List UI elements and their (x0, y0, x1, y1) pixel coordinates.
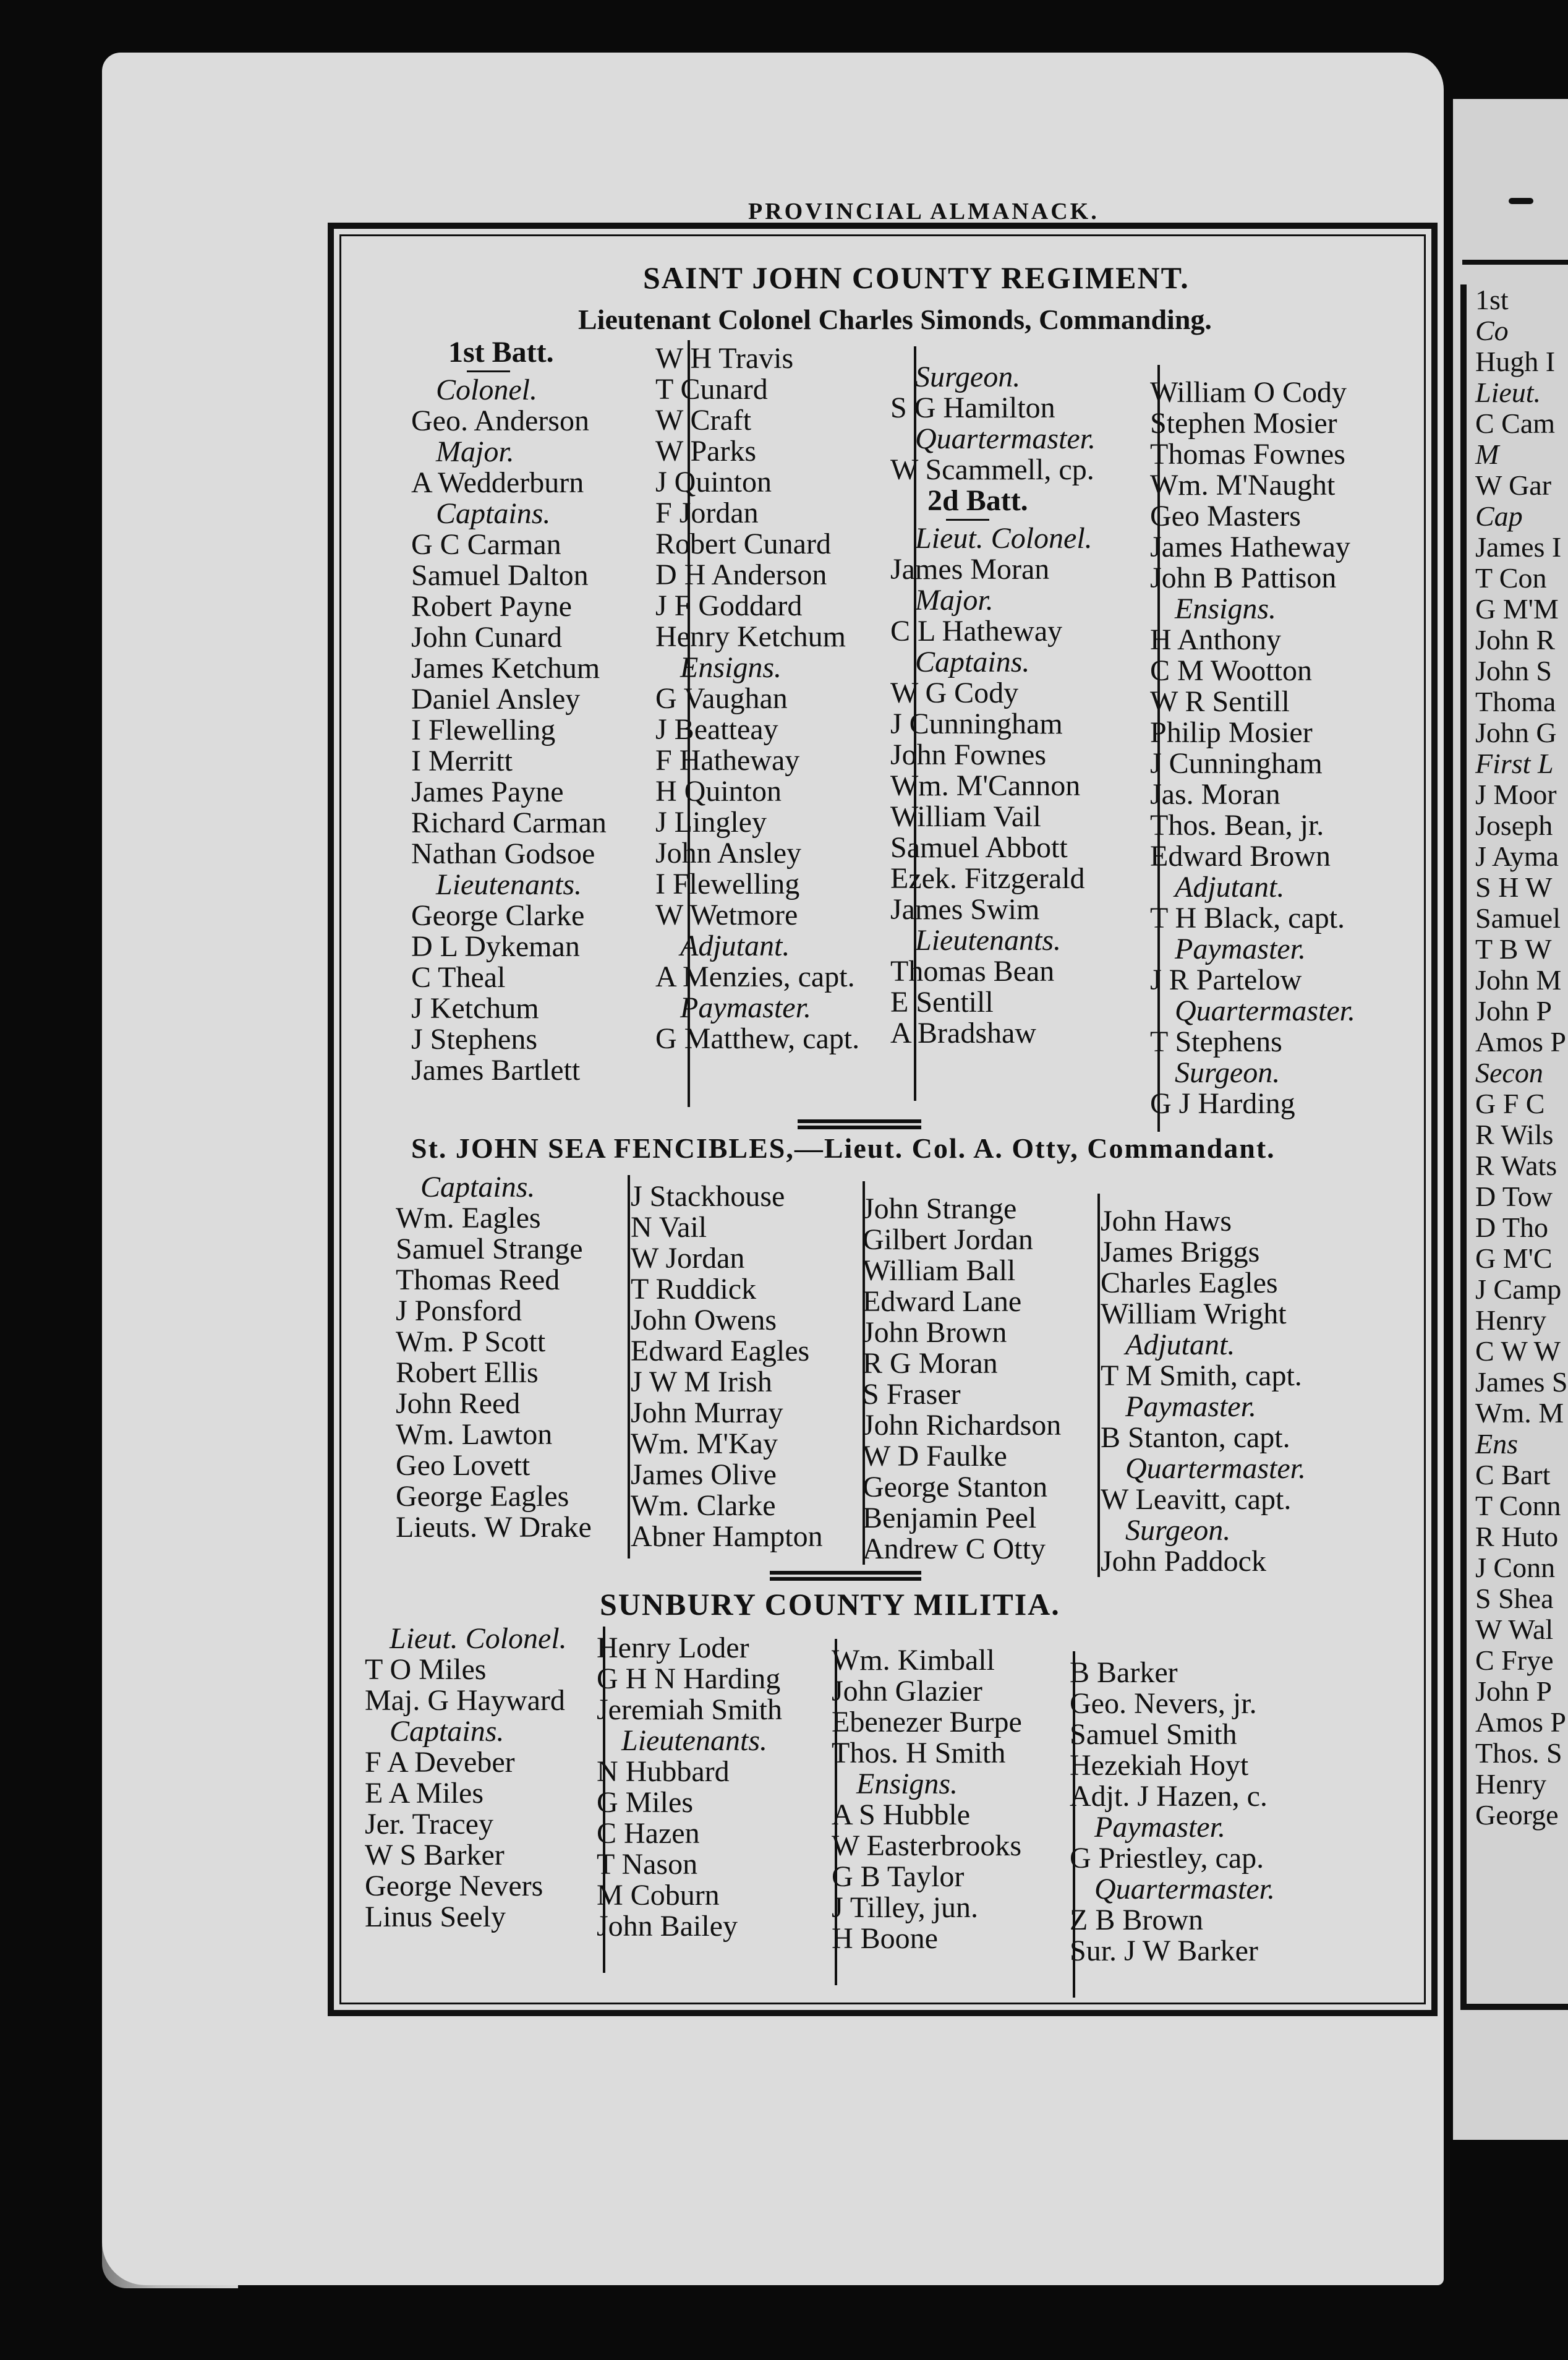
adjacent-page-fragment: C W W (1475, 1335, 1561, 1367)
officer-name: Jer. Tracey (365, 1808, 493, 1841)
officer-name: Ezek. Fitzgerald (890, 862, 1085, 895)
officer-name: Lieuts. W Drake (396, 1511, 592, 1544)
heading-dash (467, 370, 510, 372)
officer-name: N Vail (631, 1211, 707, 1244)
adjacent-page-fragment: Secon (1475, 1057, 1543, 1088)
adjacent-page-fragment: R Wats (1475, 1150, 1557, 1181)
rank-heading: Captains. (436, 497, 551, 530)
officer-name: W G Cody (890, 677, 1019, 709)
officer-name: Nathan Godsoe (411, 837, 595, 870)
officer-name: Edward Brown (1150, 840, 1331, 873)
sunbury-column-4 (1070, 1657, 1275, 1967)
officer-name: J Ponsford (396, 1294, 522, 1327)
rank-heading: Quartermaster. (1125, 1452, 1306, 1485)
officer-name: Gilbert Jordan (863, 1223, 1033, 1256)
officer-name: E A Miles (365, 1777, 484, 1810)
officer-name: H Anthony (1150, 623, 1282, 656)
rank-heading: Adjutant. (1175, 871, 1285, 904)
adjacent-page-fragment: S H W (1475, 871, 1553, 903)
adjacent-page-fragment: 1st (1475, 284, 1509, 315)
officer-name: W Jordan (631, 1242, 745, 1275)
officer-name: Edward Lane (863, 1285, 1022, 1318)
officer-name: T Ruddick (631, 1273, 757, 1306)
officer-name: G Matthew, capt. (655, 1022, 860, 1055)
officer-name: W H Travis (655, 342, 794, 375)
sunbury-column-2 (597, 1633, 782, 1942)
officer-name: C Hazen (597, 1817, 700, 1850)
adjacent-page-fragment: G M'M (1475, 593, 1559, 625)
officer-name: William Ball (863, 1254, 1016, 1287)
adjacent-page-fragment: W Gar (1475, 469, 1552, 501)
adjacent-page-fragment: D Tow (1475, 1181, 1553, 1212)
officer-name: I Merritt (411, 745, 513, 777)
officer-name: R G Moran (863, 1347, 998, 1380)
officer-name: William Vail (890, 800, 1041, 833)
officer-name: T O Miles (365, 1653, 487, 1686)
officer-name: Hezekiah Hoyt (1070, 1749, 1249, 1782)
column-divider (1097, 1194, 1100, 1577)
officer-name: Robert Payne (411, 590, 572, 623)
adjacent-page-fragment: Henry (1475, 1304, 1546, 1336)
officer-name: Charles Eagles (1101, 1267, 1278, 1299)
officer-name: Jas. Moran (1150, 778, 1280, 811)
officer-name: Stephen Mosier (1150, 407, 1337, 440)
adjacent-page-fragment: R Wils (1475, 1119, 1554, 1150)
officer-name: Andrew C Otty (863, 1533, 1046, 1565)
officer-name: John Fownes (890, 738, 1047, 771)
officer-name: C Theal (411, 961, 506, 994)
officer-name: J Cunningham (1150, 747, 1323, 780)
officer-name: J Stackhouse (631, 1180, 785, 1213)
adjacent-page-mark (1509, 198, 1533, 204)
adjacent-page-fragment: John P (1475, 1675, 1552, 1707)
officer-name: G B Taylor (832, 1860, 965, 1893)
rank-heading: Adjutant. (1125, 1328, 1235, 1361)
officer-name: James Olive (631, 1458, 777, 1491)
saint-john-column-2 (655, 343, 859, 1054)
officer-name: John Richardson (863, 1409, 1062, 1442)
officer-name: Samuel Strange (396, 1233, 583, 1265)
adjacent-page-fragment: Amos P (1475, 1706, 1566, 1738)
sea-fencibles-column-4 (1101, 1206, 1306, 1577)
rank-heading: Paymaster. (680, 991, 811, 1024)
rank-heading: Lieutenants. (436, 868, 582, 901)
adjacent-page-fragment: Ens (1475, 1428, 1518, 1460)
officer-name: A Menzies, capt. (655, 960, 855, 993)
rank-heading: Ensigns. (856, 1768, 958, 1800)
saint-john-subtitle: Lieutenant Colonel Charles Simonds, Commanding. (578, 304, 1212, 335)
officer-name: Thos. Bean, jr. (1150, 809, 1324, 842)
officer-name: James Payne (411, 776, 564, 808)
sea-fencibles-column-1 (396, 1172, 592, 1543)
adjacent-page-fragment: C Bart (1475, 1459, 1551, 1490)
running-head: PROVINCIAL ALMANACK. (748, 199, 1099, 224)
sunbury-column-1 (365, 1623, 567, 1933)
officer-name: George Clarke (411, 899, 585, 932)
rank-heading: Surgeon. (1175, 1056, 1280, 1089)
adjacent-page-fragment: T B W (1475, 933, 1552, 965)
adjacent-page-fragment: T Con (1475, 562, 1547, 594)
officer-name: Wm. Lawton (396, 1418, 553, 1451)
officer-name: J Quinton (655, 466, 772, 498)
officer-name: Wm. M'Cannon (890, 769, 1081, 802)
officer-name: John Owens (631, 1304, 777, 1336)
battalion-heading: 2d Batt. (927, 484, 1028, 517)
rank-heading: Quartermaster. (1094, 1873, 1276, 1905)
adjacent-page-fragment: J Conn (1475, 1552, 1556, 1583)
officer-name: G C Carman (411, 528, 561, 561)
adjacent-page-fragment: Hugh I (1475, 346, 1556, 377)
officer-name: Wm. P Scott (396, 1325, 546, 1358)
officer-name: N Hubbard (597, 1755, 730, 1788)
officer-name: B Stanton, capt. (1101, 1421, 1290, 1454)
officer-name: T M Smith, capt. (1101, 1359, 1302, 1392)
adjacent-page-fragment: Cap (1475, 500, 1523, 532)
officer-name: G Priestley, cap. (1070, 1842, 1264, 1875)
adjacent-page-fragment: G F C (1475, 1088, 1545, 1119)
rank-heading: Ensigns. (1175, 592, 1277, 625)
officer-name: William O Cody (1150, 376, 1347, 409)
adjacent-page-fragment: W Wal (1475, 1614, 1554, 1645)
rank-heading: Quartermaster. (915, 422, 1096, 455)
adjacent-page-fragment: Lieut. (1475, 377, 1541, 408)
adjacent-page-fragment: First L (1475, 748, 1554, 779)
officer-name: James Briggs (1101, 1236, 1260, 1268)
officer-name: Thos. H Smith (832, 1737, 1006, 1769)
officer-name: W Leavitt, capt. (1101, 1483, 1292, 1516)
officer-name: F Hatheway (655, 744, 800, 777)
officer-name: G H N Harding (597, 1662, 781, 1695)
officer-name: Wm. Eagles (396, 1202, 541, 1234)
officer-name: W S Barker (365, 1839, 505, 1871)
officer-name: Samuel Abbott (890, 831, 1068, 864)
officer-name: I Flewelling (655, 868, 800, 900)
officer-name: A S Hubble (832, 1798, 971, 1831)
officer-name: John Cunard (411, 621, 562, 654)
officer-name: Richard Carman (411, 806, 607, 839)
officer-name: Daniel Ansley (411, 683, 581, 716)
officer-name: H Quinton (655, 775, 782, 808)
officer-name: Edward Eagles (631, 1335, 810, 1367)
adjacent-page-fragment: John P (1475, 995, 1552, 1027)
rank-heading: Paymaster. (1094, 1811, 1225, 1844)
officer-name: John Haws (1101, 1205, 1232, 1238)
adjacent-page-fragment: James S (1475, 1366, 1568, 1398)
rank-heading: Surgeon. (915, 361, 1021, 393)
officer-name: W R Sentill (1150, 685, 1290, 718)
officer-name: John Glazier (832, 1675, 982, 1708)
rank-heading: Adjutant. (680, 930, 790, 962)
officer-name: J Tilley, jun. (832, 1891, 978, 1924)
rank-heading: Captains. (420, 1171, 535, 1204)
adjacent-page-fragment: Thos. S (1475, 1737, 1562, 1769)
rank-heading: Surgeon. (1125, 1514, 1231, 1547)
adjacent-page-fragment: James I (1475, 531, 1562, 563)
adjacent-page-fragment: George (1475, 1799, 1559, 1831)
officer-name: Adjt. J Hazen, c. (1070, 1780, 1268, 1813)
officer-name: Wm. Clarke (631, 1489, 776, 1522)
adjacent-page-fragment: C Frye (1475, 1644, 1554, 1676)
adjacent-page-fragment: Joseph (1475, 810, 1553, 841)
officer-name: Jeremiah Smith (597, 1693, 782, 1726)
adjacent-page-fragment: J Ayma (1475, 840, 1559, 872)
officer-name: George Nevers (365, 1870, 543, 1902)
sunbury-title: SUNBURY COUNTY MILITIA. (600, 1587, 1060, 1622)
officer-name: W Parks (655, 435, 757, 468)
saint-john-column-3 (890, 362, 1096, 1049)
adjacent-page-fragment: John S (1475, 655, 1552, 686)
rank-heading: Major. (436, 435, 514, 468)
officer-name: T Cunard (655, 373, 768, 406)
section-rule (798, 1119, 921, 1129)
adjacent-page-fragment: John G (1475, 717, 1557, 748)
rank-heading: Major. (915, 584, 994, 617)
officer-name: Thomas Reed (396, 1263, 560, 1296)
officer-name: T H Black, capt. (1150, 902, 1345, 934)
rank-heading: Paymaster. (1175, 933, 1306, 965)
adjacent-page-fragment: Samuel (1475, 902, 1561, 934)
officer-name: Wm. Kimball (832, 1644, 995, 1677)
officer-name: Thomas Fownes (1150, 438, 1345, 471)
officer-name: John Bailey (597, 1910, 738, 1943)
officer-name: James Hatheway (1150, 531, 1350, 563)
officer-name: A Wedderburn (411, 466, 584, 499)
officer-name: M Coburn (597, 1879, 720, 1912)
rank-heading: Quartermaster. (1175, 994, 1356, 1027)
officer-name: J Ketchum (411, 992, 539, 1025)
adjacent-page-fragment: R Huto (1475, 1521, 1559, 1552)
officer-name: John Reed (396, 1387, 521, 1420)
officer-name: W D Faulke (863, 1440, 1007, 1473)
officer-name: A Bradshaw (890, 1017, 1036, 1050)
adjacent-page-fragment: C Cam (1475, 408, 1556, 439)
adjacent-page-fragment: Henry (1475, 1768, 1546, 1800)
section-rule (770, 1571, 921, 1581)
officer-name: Maj. G Hayward (365, 1684, 565, 1717)
adjacent-page-fragment: Wm. M (1475, 1397, 1564, 1429)
column-divider (628, 1175, 630, 1558)
officer-name: G J Harding (1150, 1087, 1295, 1120)
officer-name: W Easterbrooks (832, 1829, 1022, 1862)
sea-fencibles-column-3 (863, 1194, 1061, 1565)
saint-john-column-4 (1150, 377, 1355, 1119)
officer-name: Thomas Bean (890, 955, 1055, 988)
adjacent-page-fragment: M (1475, 438, 1499, 470)
officer-name: Ebenezer Burpe (832, 1706, 1022, 1738)
rank-heading: Captains. (915, 646, 1030, 678)
officer-name: G Vaughan (655, 682, 788, 715)
officer-name: Geo. Anderson (411, 404, 589, 437)
officer-name: Geo Lovett (396, 1449, 530, 1482)
officer-name: Robert Ellis (396, 1356, 539, 1389)
officer-name: George Stanton (863, 1471, 1048, 1503)
officer-name: George Eagles (396, 1480, 569, 1513)
rank-heading: Lieut. Colonel. (390, 1622, 567, 1655)
officer-name: Henry Ketchum (655, 620, 846, 653)
adjacent-page-fragment: D Tho (1475, 1212, 1548, 1243)
officer-name: William Wright (1101, 1298, 1287, 1330)
officer-name: J R Partelow (1150, 964, 1302, 996)
officer-name: Wm. M'Naught (1150, 469, 1336, 502)
officer-name: James Swim (890, 893, 1040, 926)
officer-name: John Ansley (655, 837, 802, 870)
officer-name: S Fraser (863, 1378, 961, 1411)
adjacent-page-fragment: T Conn (1475, 1490, 1561, 1521)
adjacent-page-fragment: Amos P (1475, 1026, 1566, 1058)
officer-name: W Wetmore (655, 899, 798, 931)
officer-name: Henry Loder (597, 1631, 749, 1664)
officer-name: Benjamin Peel (863, 1502, 1037, 1534)
rank-heading: Captains. (390, 1715, 505, 1748)
officer-name: Robert Cunard (655, 528, 831, 560)
officer-name: E Sentill (890, 986, 994, 1019)
officer-name: J F Goddard (655, 589, 803, 622)
officer-name: Z B Brown (1070, 1904, 1203, 1936)
officer-name: Linus Seely (365, 1900, 506, 1933)
officer-name: Abner Hampton (631, 1520, 823, 1553)
officer-name: B Barker (1070, 1656, 1178, 1689)
rank-heading: Lieutenants. (621, 1724, 767, 1757)
sunbury-column-3 (832, 1645, 1022, 1954)
battalion-heading: 1st Batt. (448, 336, 554, 369)
officer-name: John Brown (863, 1316, 1007, 1349)
officer-name: Sur. J W Barker (1070, 1935, 1258, 1967)
rank-heading: Lieut. Colonel. (915, 522, 1093, 555)
officer-name: Geo Masters (1150, 500, 1301, 532)
adjacent-page-fragment: John M (1475, 964, 1562, 996)
officer-name: James Ketchum (411, 652, 600, 685)
officer-name: C M Wootton (1150, 654, 1312, 687)
adjacent-page-text (1460, 284, 1568, 2010)
officer-name: F Jordan (655, 497, 759, 529)
rank-heading: Ensigns. (680, 651, 782, 684)
officer-name: I Flewelling (411, 714, 556, 746)
adjacent-page-fragment: Thoma (1475, 686, 1556, 717)
adjacent-page-rule (1462, 260, 1568, 265)
sea-fencibles-title: St. JOHN SEA FENCIBLES,—Lieut. Col. A. Otty, Commandant. (411, 1132, 1276, 1164)
adjacent-page-fragment: John R (1475, 624, 1556, 656)
officer-name: J Stephens (411, 1023, 537, 1056)
adjacent-page-fragment: J Camp (1475, 1273, 1562, 1305)
sea-fencibles-column-2 (631, 1181, 823, 1552)
rank-heading: Colonel. (436, 374, 537, 406)
officer-name: John Strange (863, 1192, 1017, 1225)
officer-name: Wm. M'Kay (631, 1427, 778, 1460)
officer-name: S G Hamilton (890, 391, 1055, 424)
adjacent-page-fragment: J Moor (1475, 779, 1557, 810)
officer-name: J Lingley (655, 806, 767, 839)
officer-name: James Moran (890, 553, 1050, 586)
officer-name: F A Deveber (365, 1746, 515, 1779)
adjacent-page-fragment: S Shea (1475, 1583, 1554, 1614)
officer-name: Geo. Nevers, jr. (1070, 1687, 1257, 1720)
officer-name: D L Dykeman (411, 930, 580, 963)
officer-name: John Murray (631, 1396, 783, 1429)
rank-heading: Paymaster. (1125, 1390, 1256, 1423)
officer-name: T Nason (597, 1848, 698, 1881)
officer-name: John Paddock (1101, 1545, 1266, 1578)
officer-name: J Cunningham (890, 708, 1063, 740)
adjacent-page-fragment: G M'C (1475, 1242, 1553, 1274)
officer-name: G Miles (597, 1786, 693, 1819)
officer-name: John B Pattison (1150, 562, 1337, 594)
heading-dash (946, 519, 989, 521)
officer-name: D H Anderson (655, 558, 827, 591)
officer-name: J W M Irish (631, 1366, 772, 1398)
officer-name: Samuel Smith (1070, 1718, 1237, 1751)
saint-john-title: SAINT JOHN COUNTY REGIMENT. (643, 260, 1190, 295)
officer-name: Samuel Dalton (411, 559, 589, 592)
officer-name: H Boone (832, 1922, 938, 1955)
officer-name: J Beatteay (655, 713, 778, 746)
officer-name: T Stephens (1150, 1025, 1282, 1058)
officer-name: Philip Mosier (1150, 716, 1313, 749)
officer-name: James Bartlett (411, 1054, 581, 1087)
officer-name: W Craft (655, 404, 752, 437)
adjacent-page-fragment: Co (1475, 315, 1509, 346)
saint-john-column-1 (411, 337, 607, 1086)
officer-name: W Scammell, cp. (890, 453, 1094, 486)
rank-heading: Lieutenants. (915, 924, 1061, 957)
officer-name: C L Hatheway (890, 615, 1063, 648)
